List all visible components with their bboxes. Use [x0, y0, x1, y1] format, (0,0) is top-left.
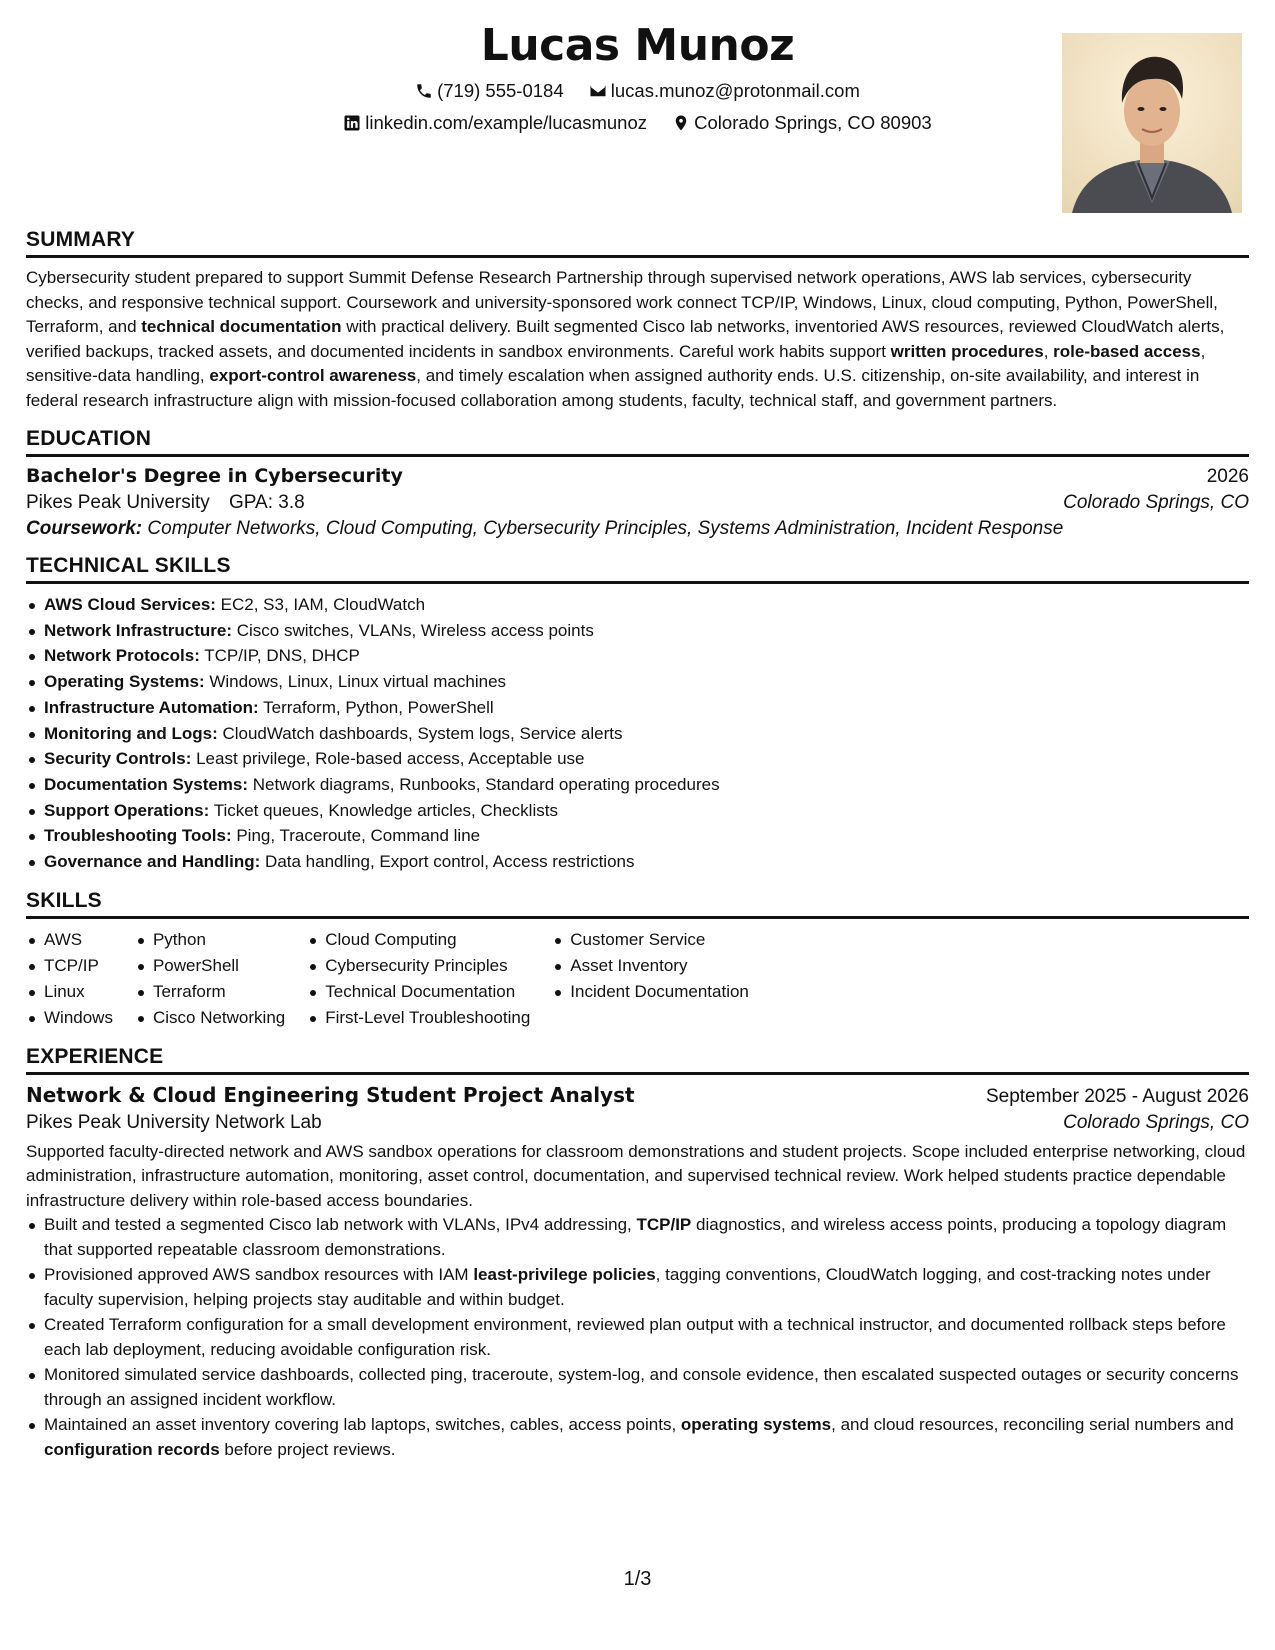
- technical-skill-label: Network Protocols:: [44, 646, 200, 666]
- technical-skill-item: [26, 592, 1249, 618]
- technical-skill-value: Data handling, Export control, Access restrictions: [260, 852, 635, 872]
- skill-item: Technical Documentation: [307, 979, 530, 1005]
- technical-skill-value: EC2, S3, IAM, CloudWatch: [215, 595, 426, 614]
- text-run: Created Terraform configuration for a small development environment, reviewed plan output with a technical instructor, and documented rollback steps before each lab deployment, reducing avoidable configuration risk.: [44, 1315, 1226, 1359]
- text-run: Provisioned approved AWS sandbox resources with IAM: [44, 1265, 474, 1285]
- technical-skill-label: Documentation Systems:: [44, 774, 249, 794]
- experience-bullet: [26, 1413, 1249, 1462]
- technical-skill-label: Operating Systems:: [44, 672, 205, 692]
- skill-item: Cloud Computing: [307, 927, 530, 953]
- job-description: Supported faculty-directed network and AWS sandbox operations for classroom demonstrations and student projects. Scope included enterprise networking, cloud administration, infrastructure automation, monitoring, asset control, documentation, and supervised technical review. Work helped students practice dependable infrastructure delivery within role-based access boundaries.: [26, 1141, 1246, 1210]
- skills-column: [26, 927, 113, 1031]
- emphasis-text: written procedures: [890, 341, 1044, 361]
- technical-skill-value: Windows, Linux, Linux virtual machines: [204, 672, 507, 692]
- contact-linkedin[interactable]: [343, 112, 647, 134]
- experience-bullet: [26, 1363, 1249, 1412]
- email-text: lucas.munoz@protonmail.com: [610, 80, 860, 101]
- text-run: Monitored simulated service dashboards, collected ping, traceroute, system-log, and console evidence, then escalated suspected outages or security concerns through an assigned incident workflow.: [44, 1365, 1239, 1409]
- technical-skill-value: CloudWatch dashboards, System logs, Service alerts: [217, 723, 623, 743]
- summary-text: [26, 266, 1249, 413]
- technical-skill-item: [26, 746, 1249, 772]
- technical-skill-item: [26, 823, 1249, 849]
- skill-item: TCP/IP: [26, 953, 113, 979]
- technical-skill-label: Governance and Handling:: [44, 852, 261, 872]
- gpa-value: GPA: 3.8: [229, 492, 305, 513]
- text-run: diagnostics, and wireless access points, producing a topology diagram that supported repeatable classroom demonstrations.: [44, 1215, 1227, 1259]
- emphasis-text: least-privilege policies: [473, 1265, 656, 1285]
- text-run: before project reviews.: [219, 1439, 396, 1459]
- skill-item: Incident Documentation: [552, 979, 749, 1005]
- skills-section: [26, 889, 1249, 1031]
- summary-heading: SUMMARY: [26, 228, 1249, 258]
- contact-location: [672, 112, 932, 134]
- technical-skill-label: AWS Cloud Services:: [44, 595, 216, 614]
- text-run: , tagging conventions, CloudWatch logging, and cost-tracking notes under faculty supervision, helping projects stay auditable and within budget.: [44, 1265, 1211, 1309]
- technical-skill-value: Ping, Traceroute, Command line: [231, 826, 481, 846]
- experience-bullet: [26, 1313, 1249, 1362]
- skill-item: AWS: [26, 927, 113, 953]
- phone-icon: [415, 82, 433, 100]
- emphasis-text: technical documentation: [141, 317, 342, 336]
- degree-title: Bachelor's Degree in Cybersecurity: [26, 465, 403, 487]
- emphasis-text: operating systems: [680, 1415, 832, 1435]
- experience-bullet: [26, 1263, 1249, 1312]
- technical-skill-item: [26, 772, 1249, 798]
- technical-skill-value: Least privilege, Role-based access, Acceptable use: [191, 749, 585, 769]
- technical-skill-label: Monitoring and Logs:: [44, 723, 218, 743]
- experience-bullet: [26, 1213, 1249, 1262]
- coursework-list: Computer Networks, Cloud Computing, Cybersecurity Principles, Systems Administration, Incident Response: [147, 518, 1064, 539]
- skill-item: Python: [135, 927, 285, 953]
- linkedin-icon: [343, 114, 361, 132]
- location-text: Colorado Springs, CO 80903: [694, 112, 932, 133]
- text-run: with practical delivery. Built segmented Cisco lab networks, inventoried AWS resources, reviewed CloudWatch alerts, verified backups, tracked assets, and documented incidents in sandbox environments. Careful work habits support: [26, 317, 1225, 361]
- education-location: Colorado Springs, CO: [1063, 492, 1249, 513]
- technical-skill-item: [26, 849, 1249, 875]
- technical-skill-value: Terraform, Python, PowerShell: [258, 697, 494, 717]
- profile-photo: [1062, 33, 1242, 213]
- skills-column: [307, 927, 530, 1031]
- experience-section: [26, 1045, 1249, 1463]
- technical-skill-label: Network Infrastructure:: [44, 620, 232, 640]
- text-run: ,: [1043, 341, 1054, 361]
- skill-item: Terraform: [135, 979, 285, 1005]
- contact-phone[interactable]: [415, 80, 564, 102]
- skill-item: First-Level Troubleshooting: [307, 1005, 530, 1031]
- technical-skill-label: Troubleshooting Tools:: [44, 826, 232, 846]
- skills-column: [135, 927, 285, 1031]
- phone-text: (719) 555-0184: [437, 80, 564, 101]
- coursework-label: Coursework:: [26, 518, 143, 539]
- technical-skill-item: [26, 618, 1249, 644]
- text-run: Maintained an asset inventory covering lab laptops, switches, cables, access points,: [44, 1415, 681, 1435]
- technical-skill-value: Ticket queues, Knowledge articles, Checklists: [209, 800, 558, 820]
- institution-name: Pikes Peak University: [26, 492, 210, 513]
- technical-skill-item: [26, 721, 1249, 747]
- technical-skills-heading: TECHNICAL SKILLS: [26, 554, 1249, 584]
- emphasis-text: role-based access: [1053, 341, 1201, 361]
- envelope-icon: [589, 82, 607, 100]
- technical-skill-item: [26, 798, 1249, 824]
- skill-item: Linux: [26, 979, 113, 1005]
- technical-skill-item: [26, 695, 1249, 721]
- skill-item: Cybersecurity Principles: [307, 953, 530, 979]
- skills-column: [552, 927, 749, 1031]
- technical-skill-value: Network diagrams, Runbooks, Standard operating procedures: [248, 774, 720, 794]
- job-dates: September 2025 - August 2026: [985, 1085, 1249, 1107]
- graduation-year: 2026: [1206, 466, 1249, 487]
- text-run: , sensitive-data handling,: [26, 341, 1206, 385]
- map-pin-icon: [672, 114, 690, 132]
- emphasis-text: TCP/IP: [636, 1215, 692, 1235]
- education-section: [26, 427, 1249, 540]
- skills-grid: [26, 927, 1249, 1031]
- technical-skill-label: Infrastructure Automation:: [44, 697, 259, 717]
- emphasis-text: configuration records: [44, 1439, 220, 1459]
- experience-bullets: [26, 1213, 1249, 1462]
- education-heading: EDUCATION: [26, 427, 1249, 457]
- skill-item: Asset Inventory: [552, 953, 749, 979]
- page-number: 1/3: [623, 1568, 652, 1590]
- job-organization: Pikes Peak University Network Lab: [26, 1111, 322, 1133]
- technical-skill-label: Security Controls:: [44, 749, 192, 769]
- text-run: Built and tested a segmented Cisco lab network with VLANs, IPv4 addressing,: [44, 1215, 637, 1235]
- job-title: Network & Cloud Engineering Student Project Analyst: [26, 1082, 635, 1107]
- emphasis-text: export-control awareness: [209, 366, 417, 385]
- technical-skill-value: Cisco switches, VLANs, Wireless access points: [231, 620, 594, 640]
- text-run: , and cloud resources, reconciling serial numbers and: [831, 1415, 1234, 1435]
- technical-skill-item: [26, 643, 1249, 669]
- resume-header: [26, 0, 1249, 228]
- technical-skill-value: TCP/IP, DNS, DHCP: [199, 646, 360, 666]
- skills-heading: SKILLS: [26, 889, 1249, 919]
- technical-skills-list: [26, 592, 1249, 875]
- skill-item: Cisco Networking: [135, 1005, 285, 1031]
- skill-item: PowerShell: [135, 953, 285, 979]
- candidate-name: Lucas Munoz: [480, 20, 795, 71]
- technical-skill-item: [26, 669, 1249, 695]
- text-run: , and timely escalation when assigned authority ends. U.S. citizenship, on-site availability, and interest in federal research infrastructure align with mission-focused collaboration among students, faculty, technical staff, and government partners.: [26, 366, 1200, 410]
- job-location: Colorado Springs, CO: [1063, 1111, 1249, 1133]
- experience-heading: EXPERIENCE: [26, 1045, 1249, 1075]
- skill-item: Customer Service: [552, 927, 749, 953]
- skill-item: Windows: [26, 1005, 113, 1031]
- contact-email[interactable]: [589, 80, 860, 102]
- technical-skill-label: Support Operations:: [44, 800, 210, 820]
- technical-skills-section: [26, 554, 1249, 875]
- summary-section: [26, 228, 1249, 413]
- linkedin-text: linkedin.com/example/lucasmunoz: [365, 112, 648, 133]
- coursework-line: [26, 518, 1249, 540]
- text-run: Cybersecurity student prepared to support Summit Defense Research Partnership through supervised network operations, AWS lab services, cybersecurity checks, and responsive technical support. Coursework and university-sponsored work connect TCP/IP, Windows, Linux, cloud computing, Python, PowerShell, Terraform, and: [26, 268, 1218, 336]
